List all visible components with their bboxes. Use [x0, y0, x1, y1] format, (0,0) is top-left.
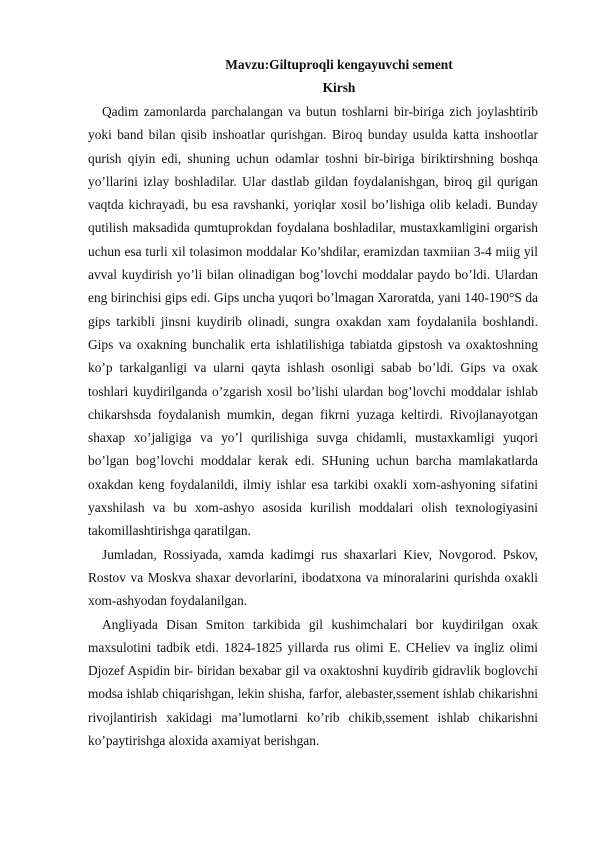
paragraph-3: Angliyada Disan Smiton tarkibida gil kushimchalari bor kuydirilgan oxak maxsulotini tadbik etdi. 1824-1825 yillarda rus olimi E. CHeliev va ingliz olimi Djozef Aspidin bir- biridan bexabar gil va oxaktoshni kuydirib gidravlik boglovchi modsa ishlab chiqarishgan, lekin shisha, farfor, alebaster,ssement ishlab chikarishni rivojlantirish xakidagi ma’lumotlarni ko’rib chikib,ssement ishlab chikarishni ko’paytirishga aloxida axamiyat berishgan. [88, 616, 538, 749]
paragraph-2: Jumladan, Rossiyada, xamda kadimgi rus shaxarlari Kiev, Novgorod. Pskov, Rostov va Moskva shaxar devorlarini, ibodatxona va minoralarini qurishda oxakli xom-ashyodan foydalanilgan. [88, 546, 538, 609]
paragraph-1: Qadim zamonlarda parchalangan va butun toshlarni bir-biriga zich joylashtirib yoki band bilan qisib inshoatlar qurishgan. Biroq bunday usulda katta inshootlar qurish qiyin edi, shuning uchun odamlar toshni bir-biriga biriktirshning boshqa yo’llarini izlay boshladilar. Ular dastlab gildan foydalanishgan, biroq gil qurigan vaqtda kichrayadi, bu esa ravshanki, yoriqlar xosil bo’lishiga olib keladi. Bunday qutilish maksadida qumtuprokdan foydalana boshladilar, mustaxkamligini orgarish uchun esa turli xil tolasimon moddalar Ko’shdilar, eramizdan taxmiian 3-4 miig yil avval kuydirish yo’li bilan olinadigan bog’lovchi moddalar paydo bo’ldi. Ulardan eng birinchisi gips edi. Gips uncha yuqori bo’lmagan Xaroratda, yani 140-190°S da gips tarkibli jinsni kuydirib olinadi, sungra oxakdan xam foydalanila boshlandi. Gips va oxakning bunchalik erta ishlatilishiga tabiatda gipstosh va oxaktoshning ko’p tarkalganligi va ularni qayta ishlash osonligi sabab bo’ldi. Gips va oxak toshlari kuydirilganda o’zgarish xosil bo’lishi ulardan bog’lovchi moddalar ishlab chikarshsda foydalanish mumkin, degan fikrni yuzaga keltirdi. Rivojlanayotgan shaxap xo’jaligiga va yo’l qurilishiga suvga chidamli, mustaxkamligi yuqori bo’lgan bog’lovchi moddalar kerak edi. SHuning uchun barcha mamlakatlarda oxakdan keng foydalanildi, ilmiy ishlar esa tarkibi oxakli xom-ashyoning sifatini yaxshilash va bu xom-ashyo asosida kurilish moddalari olish texnologiyasini takomillashtirishga qaratilgan. [88, 104, 538, 539]
document-page [88, 56, 538, 752]
section-heading: Kirsh [322, 80, 356, 95]
document-title: Mavzu:Giltuproqli kengayuvchi sement [225, 57, 453, 72]
